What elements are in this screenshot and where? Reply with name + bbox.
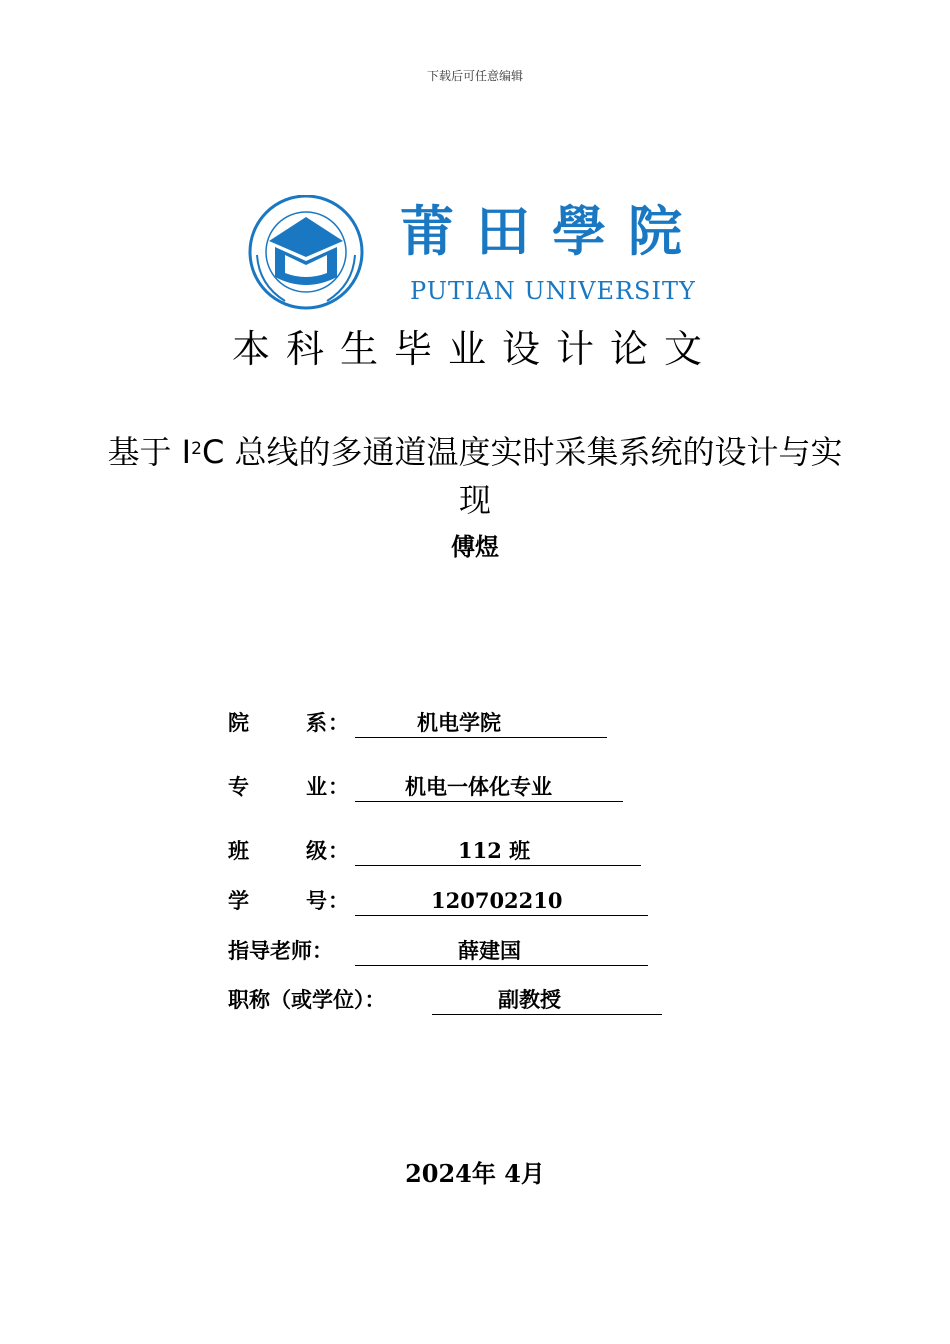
label-char: 级 bbox=[306, 838, 327, 863]
student-id-field bbox=[355, 885, 648, 916]
university-name-cn: 莆田學院 bbox=[400, 199, 704, 263]
label-colon: ： bbox=[328, 774, 349, 799]
label-char: 学 bbox=[228, 888, 249, 913]
info-row-department bbox=[228, 707, 608, 739]
advisor-field bbox=[355, 935, 648, 966]
thesis-title-prefix: 基于 I bbox=[107, 433, 192, 471]
info-label-advisor-title: 职称（或学位）： bbox=[228, 987, 386, 1012]
major-value: 机电一体化专业 bbox=[405, 774, 552, 799]
label-char: 院 bbox=[228, 710, 249, 735]
label-char: 专 bbox=[228, 774, 249, 799]
university-name-en: PUTIAN UNIVERSITY bbox=[410, 277, 696, 305]
info-row-advisor-title bbox=[228, 984, 668, 1016]
label-colon: ： bbox=[328, 838, 349, 863]
department-field bbox=[355, 707, 607, 738]
class-field bbox=[355, 835, 641, 866]
label-colon: ： bbox=[328, 888, 349, 913]
info-label-advisor: 指导老师： bbox=[228, 938, 333, 963]
thesis-title-superscript: 2 bbox=[191, 439, 202, 459]
submission-date: 2024年 4月 bbox=[405, 1159, 545, 1188]
advisor-title-value: 副教授 bbox=[498, 987, 561, 1012]
label-char: 号 bbox=[306, 888, 327, 913]
major-field bbox=[355, 771, 623, 802]
author-name: 傅煜 bbox=[451, 532, 499, 561]
header-note: 下载后可任意编辑 bbox=[426, 69, 523, 83]
label-char: 业 bbox=[306, 774, 327, 799]
department-value: 机电学院 bbox=[417, 710, 501, 735]
label-colon: ： bbox=[328, 710, 349, 735]
class-value: 112 班 bbox=[458, 838, 531, 863]
student-id-value: 120702210 bbox=[431, 888, 563, 913]
advisor-title-field bbox=[432, 984, 662, 1015]
info-row-advisor bbox=[228, 935, 653, 967]
thesis-title-rest: C 总线的多通道温度实时采集系统的设计与实现 bbox=[201, 433, 843, 519]
info-row-class bbox=[228, 835, 648, 867]
thesis-title bbox=[95, 428, 855, 524]
advisor-value: 薛建国 bbox=[458, 938, 521, 963]
label-char: 班 bbox=[228, 838, 249, 863]
info-row-student-id bbox=[228, 885, 653, 917]
university-seal-icon bbox=[250, 196, 362, 308]
label-char: 系 bbox=[306, 710, 327, 735]
info-row-major bbox=[228, 771, 628, 803]
document-type: 本科生毕业设计论文 bbox=[231, 327, 718, 371]
